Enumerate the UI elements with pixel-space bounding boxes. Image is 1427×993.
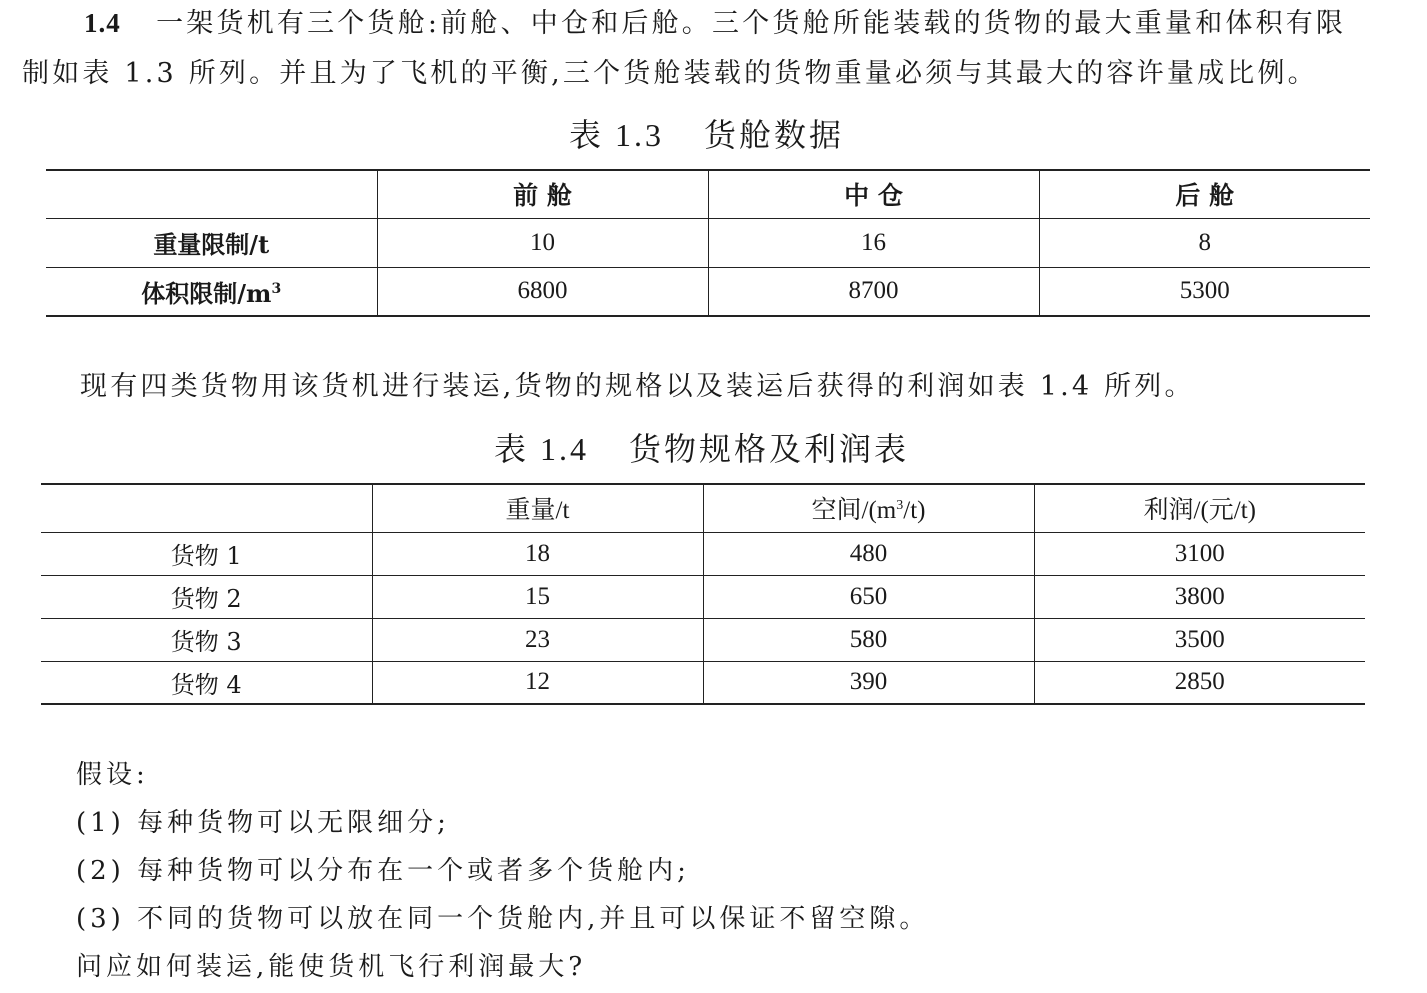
table-cell: 3100 bbox=[1034, 532, 1365, 575]
table-row bbox=[41, 618, 1365, 661]
header-middle-hold: 中 仓 bbox=[708, 170, 1039, 218]
row-label-volume-limit bbox=[46, 267, 377, 316]
header-space-text: 空间/(m bbox=[811, 497, 897, 525]
table-cell: 12 bbox=[372, 661, 703, 704]
row-label-cargo-4: 货物 4 bbox=[41, 661, 372, 704]
table-cell: 650 bbox=[703, 575, 1034, 618]
table-header-row bbox=[46, 170, 1370, 218]
assumption-item-3: (3) 不同的货物可以放在同一个货舱内,并且可以保证不留空隙。 bbox=[76, 904, 930, 934]
assumption-item-1: (1) 每种货物可以无限细分; bbox=[76, 808, 450, 838]
question-text: 问应如何装运,能使货机飞行利润最大? bbox=[76, 952, 587, 982]
cargo-hold-table bbox=[46, 169, 1370, 317]
row-label-text: 体积限制/m bbox=[141, 278, 272, 308]
table-cell: 15 bbox=[372, 575, 703, 618]
table-1-4-title: 货物规格及利润表 bbox=[629, 430, 910, 468]
table-cell: 3500 bbox=[1034, 618, 1365, 661]
table-cell: 390 bbox=[703, 661, 1034, 704]
table-cell: 18 bbox=[372, 532, 703, 575]
assumption-item-2: (2) 每种货物可以分布在一个或者多个货舱内; bbox=[76, 856, 690, 886]
header-space-unit: /t) bbox=[903, 497, 926, 525]
table-cell: 23 bbox=[372, 618, 703, 661]
table-cell: 8700 bbox=[708, 267, 1039, 316]
row-label-cargo-2: 货物 2 bbox=[41, 575, 372, 618]
header-empty-cell bbox=[41, 484, 372, 532]
table-cell: 580 bbox=[703, 618, 1034, 661]
cargo-spec-table bbox=[41, 483, 1365, 705]
table-cell: 2850 bbox=[1034, 661, 1365, 704]
table-row bbox=[41, 575, 1365, 618]
header-rear-hold: 后 舱 bbox=[1039, 170, 1370, 218]
table-1-4-caption bbox=[494, 430, 910, 468]
table-row bbox=[41, 532, 1365, 575]
table-cell: 480 bbox=[703, 532, 1034, 575]
table-1-4-intro: 现有四类货物用该货机进行装运,货物的规格以及装运后获得的利润如表 1.4 所列。 bbox=[80, 371, 1195, 402]
header-space bbox=[703, 484, 1034, 532]
header-weight: 重量/t bbox=[372, 484, 703, 532]
superscript-3: 3 bbox=[896, 498, 904, 514]
problem-text-1: 一架货机有三个货舱:前舱、中仓和后舱。三个货舱所能装载的货物的最大重量和体积有限 bbox=[156, 8, 1347, 39]
superscript-3: 3 bbox=[271, 280, 282, 297]
header-front-hold: 前 舱 bbox=[377, 170, 708, 218]
problem-line-1 bbox=[84, 10, 1346, 37]
table-cell: 3800 bbox=[1034, 575, 1365, 618]
table-row bbox=[41, 661, 1365, 704]
row-label-cargo-3: 货物 3 bbox=[41, 618, 372, 661]
table-cell: 10 bbox=[377, 218, 708, 267]
problem-line-2: 制如表 1.3 所列。并且为了飞机的平衡,三个货舱装载的货物重量必须与其最大的容许量成比例。 bbox=[22, 58, 1318, 89]
row-label-cargo-1: 货物 1 bbox=[41, 532, 372, 575]
assumptions-title: 假设: bbox=[76, 760, 149, 790]
table-1-3-title: 货舱数据 bbox=[704, 116, 845, 154]
header-empty-cell bbox=[46, 170, 377, 218]
problem-number: 1.4 bbox=[84, 8, 121, 38]
table-header-row bbox=[41, 484, 1365, 532]
row-label-weight-limit: 重量限制/t bbox=[46, 218, 377, 267]
table-cell: 6800 bbox=[377, 267, 708, 316]
table-1-3-number: 表 1.3 bbox=[569, 117, 665, 153]
table-1-3-caption bbox=[569, 116, 845, 154]
table-row bbox=[46, 267, 1370, 316]
table-1-4-number: 表 1.4 bbox=[494, 431, 590, 467]
table-cell: 8 bbox=[1039, 218, 1370, 267]
table-cell: 16 bbox=[708, 218, 1039, 267]
header-profit: 利润/(元/t) bbox=[1034, 484, 1365, 532]
table-cell: 5300 bbox=[1039, 267, 1370, 316]
table-row bbox=[46, 218, 1370, 267]
